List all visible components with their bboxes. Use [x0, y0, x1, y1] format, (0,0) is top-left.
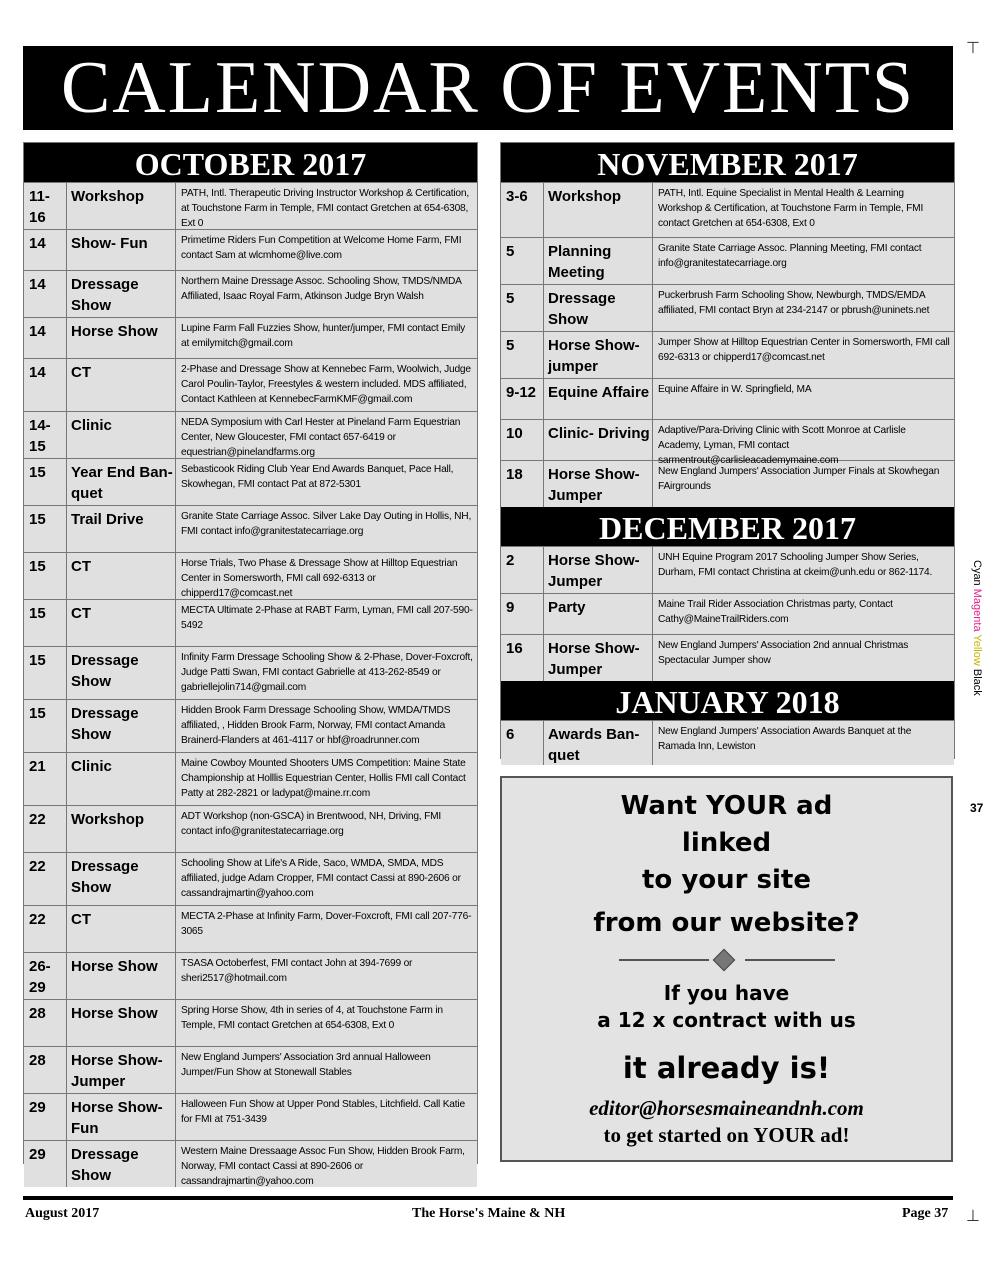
event-type: CT — [67, 359, 176, 411]
event-description: New England Jumpers' Association 3rd annual Halloween Jumper/Fun Show at Stonewall Stables — [181, 1052, 431, 1078]
event-date: 18 — [501, 461, 544, 507]
mark-cyan: Cyan — [971, 560, 983, 586]
ad-headline-1: Want YOUR ad — [620, 791, 833, 821]
event-description: Puckerbrush Farm Schooling Show, Newburgh, TMDS/EMDA affiliated, FMI contact Bryn at 234-2147 or pbrush@uninets.net — [658, 290, 930, 316]
event-description: 2-Phase and Dressage Show at Kennebec Farm, Woolwich, Judge Carol Poulin-Taylor, Freestyles & western included. MDS affiliated, Contact Kathleen at KennebecFarmKMF@gmail.com — [181, 364, 471, 405]
event-type: CT — [67, 553, 176, 599]
event-date: 6 — [501, 721, 544, 765]
event-description: Maine Cowboy Mounted Shooters UMS Competition: Maine State Championship at Holllis Equestrian Center, Hollis FMI call Contact Patty at 282-2821 or ladypat@maine.rr.com — [181, 758, 466, 799]
event-type: Workshop — [544, 183, 653, 237]
event-date: 15 — [24, 600, 67, 646]
event-description: Infinity Farm Dressage Schooling Show & 2-Phase, Dover-Foxcroft, Judge Patti Swan, FMI contact Gabrielle at 413-262-8549 or gabriellejolin714@gmail.com — [181, 652, 473, 693]
event-row — [501, 284, 954, 331]
month-header: DECEMBER 2017 — [501, 507, 954, 546]
event-date: 5 — [501, 332, 544, 378]
event-type: Clinic- Driving — [544, 420, 653, 460]
event-date: 22 — [24, 853, 67, 905]
event-description: Hidden Brook Farm Dressage Schooling Show, WMDA/TMDS affiliated, , Hidden Brook Farm, Norway, FMI contact Amanda Brainerd-Flanders at 461-4117 or hbf@roadrunner.com — [181, 705, 451, 746]
event-row — [24, 229, 477, 270]
website-ad-box — [500, 776, 953, 1162]
event-type: Dressage Show — [67, 1141, 176, 1187]
event-date: 5 — [501, 238, 544, 284]
event-description: Maine Trail Rider Association Christmas party, Contact Cathy@MaineTrailRiders.com — [658, 599, 893, 625]
event-date: 10 — [501, 420, 544, 460]
event-description: Lupine Farm Fall Fuzzies Show, hunter/jumper, FMI contact Emily at emilymitch@gmail.com — [181, 323, 466, 349]
ad-condition-1: If you have — [663, 981, 790, 1005]
event-row — [24, 952, 477, 999]
month-header: NOVEMBER 2017 — [501, 143, 954, 182]
event-date: 29 — [24, 1141, 67, 1187]
side-page-number: 37 — [970, 801, 984, 815]
event-description: Schooling Show at Life's A Ride, Saco, WMDA, SMDA, MDS affiliated, judge Adam Cropper, FMI contact Cassi at 890-2606 or cassandrajmartin@yahoo.com — [181, 858, 461, 899]
event-description: Equine Affaire in W. Springfield, MA — [658, 384, 812, 395]
event-type: Workshop — [67, 806, 176, 852]
event-date: 2 — [501, 547, 544, 593]
event-type: CT — [67, 600, 176, 646]
event-row — [501, 237, 954, 284]
mark-magenta: Magenta — [971, 588, 983, 632]
october-calendar-column — [23, 142, 478, 1187]
event-description: Jumper Show at Hilltop Equestrian Center in Somersworth, FMI call 692-6313 or chipperd17@comcast.net — [658, 337, 950, 363]
event-type: Horse Show- Jumper — [544, 547, 653, 593]
event-description: Spring Horse Show, 4th in series of 4, at Touchstone Farm in Temple, FMI contact Gretchen at 654-6308, Ext 0 — [181, 1005, 443, 1031]
event-description: Adaptive/Para-Driving Clinic with Scott Monroe at Carlisle Academy, Lyman, FMI contact sarmentrout@carlisleacademymaine.com — [658, 425, 906, 466]
event-row — [501, 634, 954, 681]
event-date: 22 — [24, 806, 67, 852]
event-row — [24, 317, 477, 358]
event-row — [501, 182, 954, 237]
event-description: TSASA Octoberfest, FMI contact John at 394-7699 or sheri2517@hotmail.com — [181, 958, 413, 984]
event-row — [24, 999, 477, 1046]
event-date: 16 — [501, 635, 544, 681]
event-date: 29 — [24, 1094, 67, 1140]
ad-headline-3: to your site — [642, 865, 811, 895]
event-type: Clinic — [67, 753, 176, 805]
event-row — [24, 699, 477, 752]
event-description: Horse Trials, Two Phase & Dressage Show at Hilltop Equestrian Center in Somersworth, FMI call 692-6313 or chipperd17@comcast.net — [181, 558, 458, 599]
event-date: 5 — [501, 285, 544, 331]
event-date: 22 — [24, 906, 67, 952]
event-date: 15 — [24, 647, 67, 699]
event-type: Equine Affaire — [544, 379, 653, 419]
event-row — [501, 460, 954, 507]
event-row — [24, 646, 477, 699]
event-row — [501, 546, 954, 593]
event-date: 14 — [24, 359, 67, 411]
event-type: Awards Ban- quet — [544, 721, 653, 765]
event-row — [501, 378, 954, 419]
event-type: Dressage Show — [544, 285, 653, 331]
event-date: 9-12 — [501, 379, 544, 419]
mark-yellow: Yellow — [971, 634, 983, 666]
event-row — [501, 593, 954, 634]
event-type: Horse Show- Jumper — [67, 1047, 176, 1093]
event-type: Horse Show- Fun — [67, 1094, 176, 1140]
event-description: Granite State Carriage Assoc. Planning Meeting, FMI contact info@granitestatecarriage.org — [658, 243, 922, 269]
event-description: New England Jumpers' Association 2nd annual Christmas Spectacular Jumper show — [658, 640, 909, 666]
event-type: Horse Show — [67, 953, 176, 999]
event-row — [24, 905, 477, 952]
month-header: OCTOBER 2017 — [24, 143, 477, 182]
event-description: Northern Maine Dressage Assoc. Schooling Show, TMDS/NMDA Affiliated, Isaac Royal Farm, Atkinson Judge Bryn Walsh — [181, 276, 462, 302]
event-date: 14 — [24, 230, 67, 270]
event-description: New England Jumpers' Association Awards Banquet at the Ramada Inn, Lewiston — [658, 726, 912, 752]
event-row — [24, 852, 477, 905]
event-description: MECTA 2-Phase at Infinity Farm, Dover-Foxcroft, FMI call 207-776-3065 — [181, 911, 472, 937]
diamond-divider — [619, 952, 835, 968]
event-type: Dressage Show — [67, 647, 176, 699]
event-description: Primetime Riders Fun Competition at Welcome Home Farm, FMI contact Sam at wlcmhome@live.com — [181, 235, 462, 261]
ad-punchline: it already is! — [622, 1051, 831, 1085]
event-type: Clinic — [67, 412, 176, 458]
event-description: Sebasticook Riding Club Year End Awards Banquet, Pace Hall, Skowhegan, FMI contact Pat at 872-5301 — [181, 464, 454, 490]
event-row — [24, 752, 477, 805]
event-row — [24, 411, 477, 458]
event-description: Western Maine Dressaage Assoc Fun Show, Hidden Brook Farm, Norway, FMI contact Cassi at 890-2606 or cassandrajmartin@yahoo.com — [181, 1146, 465, 1187]
event-date: 21 — [24, 753, 67, 805]
event-row — [24, 505, 477, 552]
footer-publication: The Horse's Maine & NH — [412, 1206, 566, 1221]
ad-cta: to get started on YOUR ad! — [603, 1123, 850, 1147]
event-date: 15 — [24, 506, 67, 552]
event-date: 15 — [24, 553, 67, 599]
event-date: 14- 15 — [24, 412, 67, 458]
event-date: 11- 16 — [24, 183, 67, 229]
month-header: JANUARY 2018 — [501, 681, 954, 720]
event-type: Workshop — [67, 183, 176, 229]
event-row — [24, 270, 477, 317]
event-type: Dressage Show — [67, 853, 176, 905]
mark-black: Black — [971, 668, 983, 696]
event-row — [501, 720, 954, 765]
event-type: Planning Meeting — [544, 238, 653, 284]
event-date: 26- 29 — [24, 953, 67, 999]
event-description: ADT Workshop (non-GSCA) in Brentwood, NH, Driving, FMI contact info@granitestatecarriage.org — [181, 811, 442, 837]
crop-mark-top: ⊤ — [966, 38, 980, 57]
event-date: 28 — [24, 1047, 67, 1093]
event-date: 3-6 — [501, 183, 544, 237]
event-type: Trail Drive — [67, 506, 176, 552]
event-row — [24, 1093, 477, 1140]
event-type: Dressage Show — [67, 271, 176, 317]
event-type: Horse Show- Jumper — [544, 461, 653, 507]
color-registration-marks — [965, 560, 987, 730]
event-type: Horse Show- Jumper — [544, 635, 653, 681]
event-row — [24, 1140, 477, 1187]
event-description: Halloween Fun Show at Upper Pond Stables, Litchfield. Call Katie for FMI at 751-3439 — [181, 1099, 465, 1125]
event-type: Dressage Show — [67, 700, 176, 752]
ad-email-link[interactable]: editor@horsesmaineandnh.com — [589, 1096, 864, 1120]
event-row — [24, 1046, 477, 1093]
event-description: NEDA Symposium with Carl Hester at Pineland Farm Equestrian Center, New Gloucester, FMI contact 657-6419 or equestrian@pinelandfarms.org — [181, 417, 461, 458]
event-date: 15 — [24, 700, 67, 752]
page-title: CALENDAR OF EVENTS — [23, 46, 953, 130]
event-date: 15 — [24, 459, 67, 505]
event-description: PATH, Intl. Therapeutic Driving Instructor Workshop & Certification, at Touchstone Farm in Temple, FMI contact Gretchen at 654-6308, Ext 0 — [181, 188, 469, 229]
event-date: 9 — [501, 594, 544, 634]
event-description: New England Jumpers' Association Jumper Finals at Skowhegan FAirgrounds — [658, 466, 940, 492]
ad-headline-4: from our website? — [593, 908, 860, 938]
event-type: Horse Show- jumper — [544, 332, 653, 378]
footer-date: August 2017 — [25, 1206, 100, 1221]
crop-mark-bottom: ⊥ — [966, 1206, 980, 1225]
event-row — [24, 599, 477, 646]
event-row — [24, 358, 477, 411]
event-row — [24, 805, 477, 852]
event-type: Horse Show — [67, 1000, 176, 1046]
event-type: Show- Fun — [67, 230, 176, 270]
event-row — [24, 552, 477, 599]
event-date: 14 — [24, 271, 67, 317]
event-date: 14 — [24, 318, 67, 358]
event-description: Granite State Carriage Assoc. Silver Lake Day Outing in Hollis, NH, FMI contact info@granitestatecarriage.org — [181, 511, 472, 537]
event-description: MECTA Ultimate 2-Phase at RABT Farm, Lyman, FMI call 207-590-5492 — [181, 605, 473, 631]
footer-page: Page 37 — [902, 1206, 949, 1221]
event-row — [24, 458, 477, 505]
event-row — [501, 419, 954, 466]
event-type: CT — [67, 906, 176, 952]
nov-jan-calendar-column — [500, 142, 955, 764]
event-type: Party — [544, 594, 653, 634]
ad-headline-2: linked — [681, 828, 772, 858]
event-row — [501, 331, 954, 378]
event-type: Year End Ban- quet — [67, 459, 176, 505]
event-date: 28 — [24, 1000, 67, 1046]
event-description: UNH Equine Program 2017 Schooling Jumper Show Series, Durham, FMI contact Christina at ckeim@unh.edu or 862-1174. — [658, 552, 933, 578]
event-type: Horse Show — [67, 318, 176, 358]
ad-condition-2: a 12 x contract with us — [597, 1008, 856, 1032]
footer-rule — [23, 1196, 953, 1200]
event-row — [24, 182, 477, 229]
event-description: PATH, Intl. Equine Specialist in Mental Health & Learning Workshop & Certification, at Touchstone Farm in Temple, FMI contact Gretchen at 654-6308, Ext 0 — [658, 188, 924, 229]
